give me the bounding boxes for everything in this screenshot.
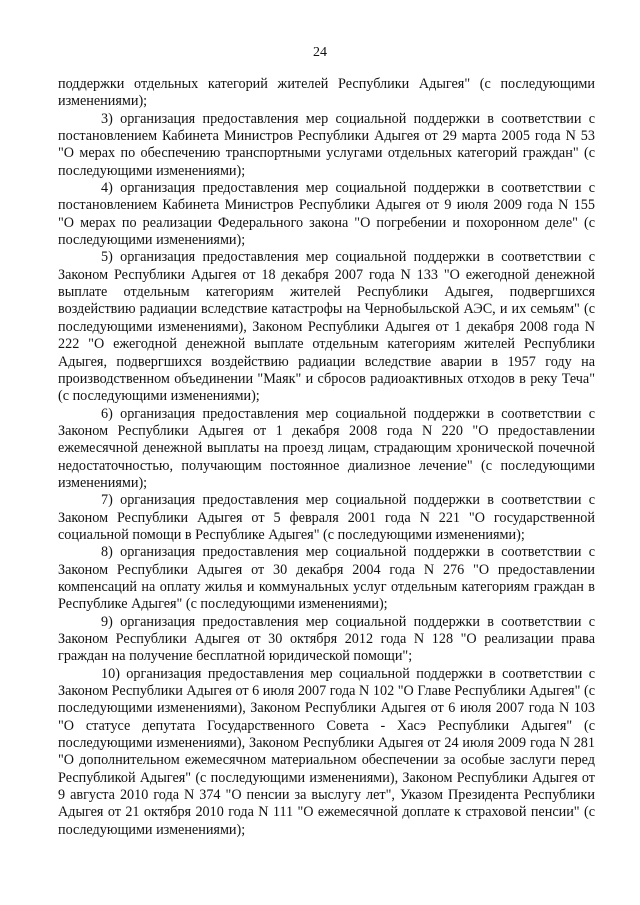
paragraph-item-10: 10) организация предоставления мер социальной поддержки в соответствии с Законом Республики Адыгея от 6 июля 2007 года N 102 "О Главе Республики Адыгея" (с последующими изменениями), Законом Республики Адыгея от 6 июля 2007 года N 103 "О статусе депутата Государственного Совета - Хасэ Республики Адыгея" (с последующими изменениями), Законом Республики Адыгея от 24 июля 2009 года N 281 "О дополнительном ежемесячном материальном обеспечении за особые заслуги перед Республикой Адыгея" (с последующими изменениями), Законом Республики Адыгея от 9 августа 2010 года N 374 "О пенсии за выслугу лет", Указом Президента Республики Адыгея от 21 октября 2010 года N 111 "О ежемесячной доплате к страховой пенсии" (с последующими изменениями);	[58, 665, 595, 838]
paragraph-item-7: 7) организация предоставления мер социальной поддержки в соответствии с Законом Республики Адыгея от 5 февраля 2001 года N 221 "О государственной социальной помощи в Республике Адыгея" (с последующими изменениями);	[58, 492, 595, 543]
paragraph-item-4: 4) организация предоставления мер социальной поддержки в соответствии с постановлением Кабинета Министров Республики Адыгея от 9 июля 2009 года N 155 "О мерах по реализации Федерального закона "О погребении и похоронном деле" (с последующими изменениями);	[58, 180, 595, 249]
paragraph-continuation: поддержки отдельных категорий жителей Республики Адыгея" (с последующими изменениями);	[58, 76, 595, 110]
paragraph-item-5: 5) организация предоставления мер социальной поддержки в соответствии с Законом Республики Адыгея от 18 декабря 2007 года N 133 "О ежегодной денежной выплате отдельным категориям жителей Республики Адыгея, подвергшихся воздействию радиации вследствие катастрофы на Чернобыльской АЭС, и их семьям" (с последующими изменениями), Законом Республики Адыгея от 1 декабря 2008 года N 222 "О ежегодной денежной выплате отдельным категориям жителей Республики Адыгея, подвергшихся воздействию радиации вследствие аварии в 1957 году на производственном объединении "Маяк" и сбросов радиоактивных отходов в реку Теча" (с последующими изменениями);	[58, 249, 595, 405]
paragraph-item-9: 9) организация предоставления мер социальной поддержки в соответствии с Законом Республики Адыгея от 30 октября 2012 года N 128 "О реализации права граждан на получение бесплатной юридической помощи";	[58, 613, 595, 665]
document-body	[58, 76, 595, 839]
paragraph-item-8: 8) организация предоставления мер социальной поддержки в соответствии с Законом Республики Адыгея от 30 декабря 2004 года N 276 "О предоставлении компенсаций на оплату жилья и коммунальных услуг отдельным категориям граждан в Республике Адыгея" (с последующими изменениями);	[58, 544, 595, 613]
paragraph-item-6: 6) организация предоставления мер социальной поддержки в соответствии с Законом Республики Адыгея от 1 декабря 2008 года N 220 "О предоставлении ежемесячной денежной выплаты на проезд лицам, страдающим хронической почечной недостаточностью, получающим постоянное диализное лечение" (с последующими изменениями);	[58, 405, 595, 491]
paragraph-item-3: 3) организация предоставления мер социальной поддержки в соответствии с постановлением Кабинета Министров Республики Адыгея от 29 марта 2005 года N 53 "О мерах по обеспечению транспортными услугами отдельных категорий граждан" (с последующими изменениями);	[58, 110, 595, 179]
page-number: 24	[313, 45, 327, 60]
